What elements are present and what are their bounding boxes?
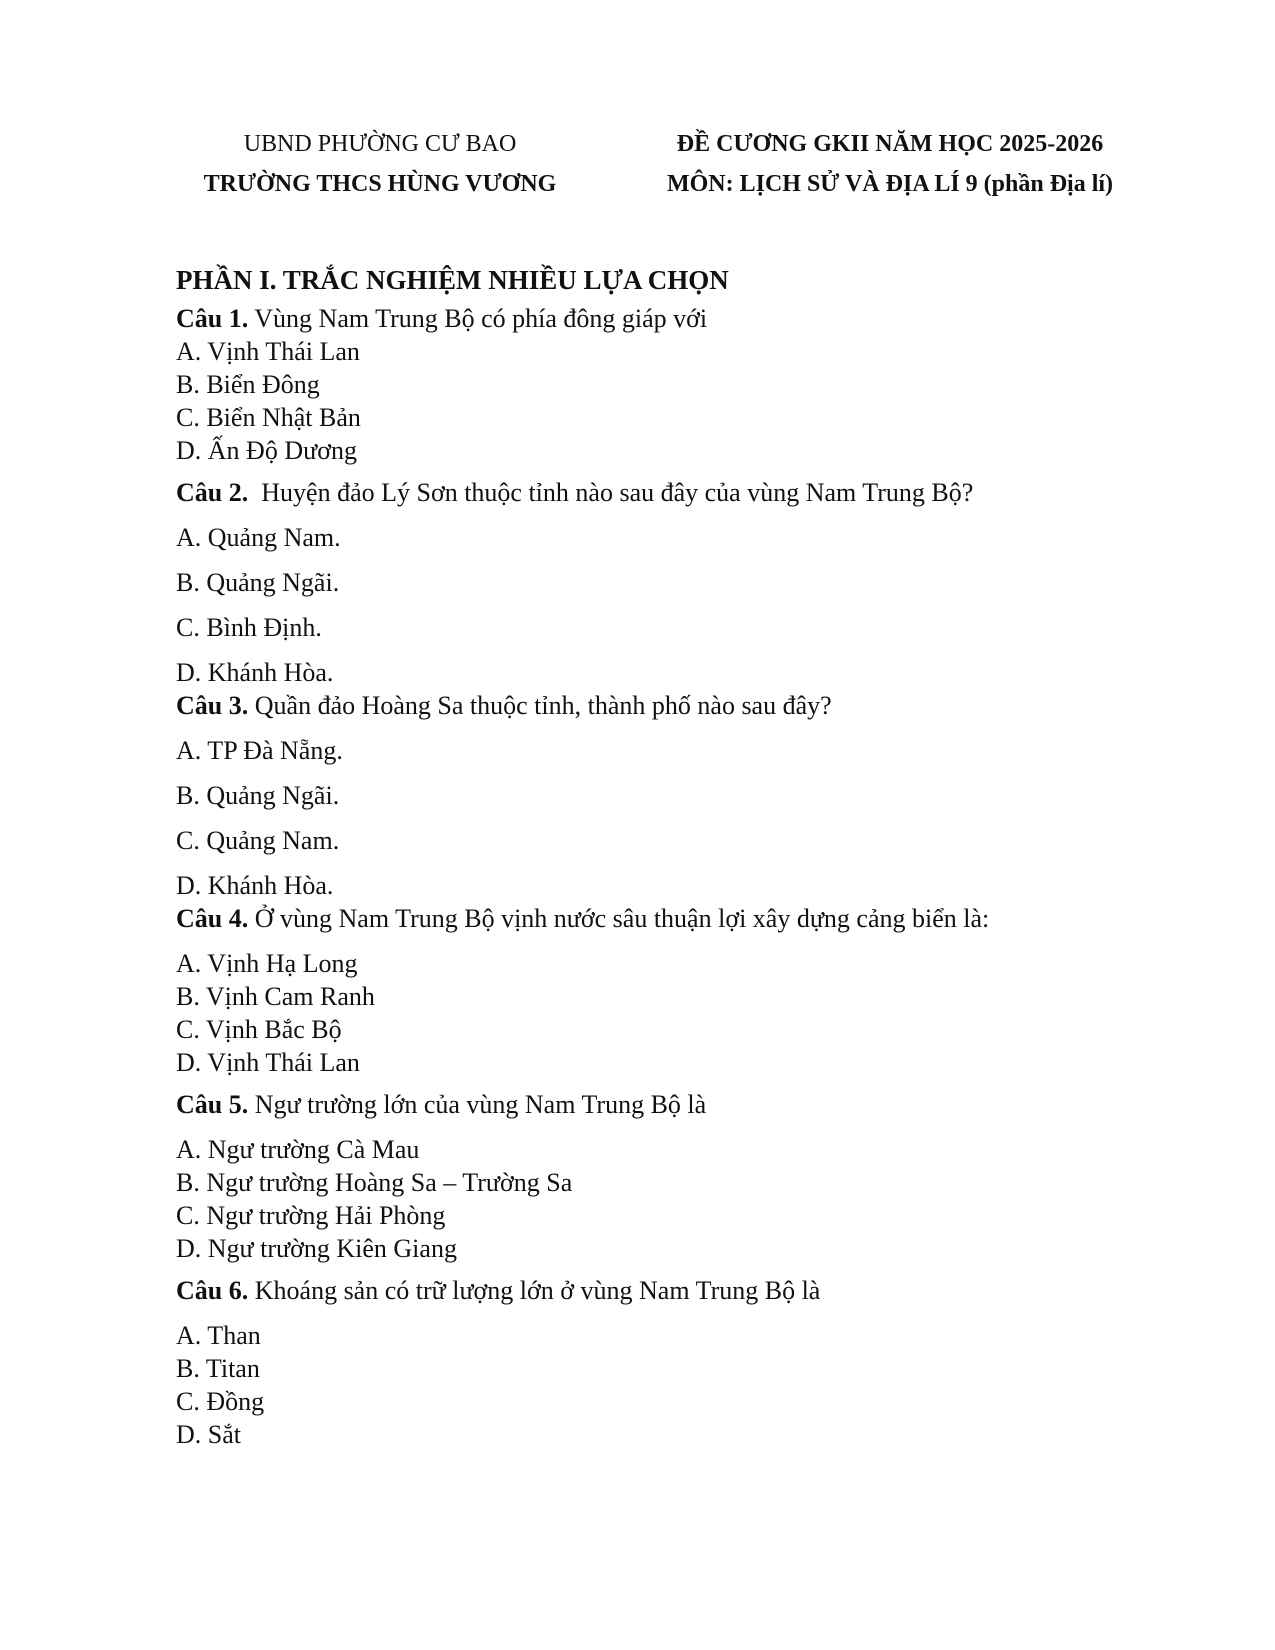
answer-option: D. Sắt bbox=[176, 1420, 241, 1449]
header-left bbox=[170, 124, 590, 204]
question-block bbox=[176, 1088, 1136, 1265]
answer-option: B. Quảng Ngãi. bbox=[176, 568, 340, 597]
answer-option: A. Ngư trường Cà Mau bbox=[176, 1135, 420, 1164]
answer-option: C. Quảng Nam. bbox=[176, 826, 340, 855]
answer-option: B. Biển Đông bbox=[176, 370, 320, 399]
answer-option: C. Ngư trường Hải Phòng bbox=[176, 1201, 446, 1230]
subject-title: MÔN: LỊCH SỬ VÀ ĐỊA LÍ 9 (phần Địa lí) bbox=[666, 171, 1114, 197]
section-title: PHẦN I. TRẮC NGHIỆM NHIỀU LỰA CHỌN bbox=[176, 265, 729, 295]
question-block bbox=[176, 1274, 1136, 1451]
question-line bbox=[176, 1088, 1136, 1121]
question-text: Khoáng sản có trữ lượng lớn ở vùng Nam Trung Bộ là bbox=[248, 1276, 821, 1305]
question-block bbox=[176, 476, 1136, 689]
answer-option: B. Titan bbox=[176, 1354, 260, 1383]
question-label: Câu 4. bbox=[176, 904, 249, 933]
answer-option: A. TP Đà Nẵng. bbox=[176, 736, 343, 765]
answer-option: B. Ngư trường Hoàng Sa – Trường Sa bbox=[176, 1168, 573, 1197]
answer-option: D. Ấn Độ Dương bbox=[176, 436, 357, 465]
question-line bbox=[176, 302, 1136, 335]
answer-option: B. Quảng Ngãi. bbox=[176, 781, 340, 810]
question-label: Câu 3. bbox=[176, 691, 249, 720]
answer-option: A. Than bbox=[176, 1321, 261, 1350]
question-text: Quần đảo Hoàng Sa thuộc tỉnh, thành phố nào sau đây? bbox=[248, 691, 832, 720]
question-block bbox=[176, 689, 1136, 902]
question-line bbox=[176, 689, 1136, 722]
answer-option: D. Ngư trường Kiên Giang bbox=[176, 1234, 457, 1263]
question-block bbox=[176, 302, 1136, 467]
answer-option: D. Vịnh Thái Lan bbox=[176, 1048, 360, 1077]
question-text: Ở vùng Nam Trung Bộ vịnh nước sâu thuận lợi xây dựng cảng biển là: bbox=[248, 904, 990, 933]
document-title: ĐỀ CƯƠNG GKII NĂM HỌC 2025-2026 bbox=[676, 131, 1104, 157]
answer-option: A. Vịnh Thái Lan bbox=[176, 337, 360, 366]
question-line bbox=[176, 902, 1136, 935]
question-label: Câu 6. bbox=[176, 1276, 249, 1305]
question-label: Câu 5. bbox=[176, 1090, 249, 1119]
question-line bbox=[176, 476, 1136, 509]
ward-name: UBND PHƯỜNG CƯ BAO bbox=[243, 131, 517, 157]
document-body bbox=[176, 258, 1136, 1451]
answer-option: B. Vịnh Cam Ranh bbox=[176, 982, 375, 1011]
answer-option: C. Vịnh Bắc Bộ bbox=[176, 1015, 342, 1044]
question-label: Câu 1. bbox=[176, 304, 249, 333]
answer-option: D. Khánh Hòa. bbox=[176, 871, 334, 900]
answer-option: C. Biển Nhật Bản bbox=[176, 403, 361, 432]
answer-option: C. Đồng bbox=[176, 1387, 265, 1416]
question-line bbox=[176, 1274, 1136, 1307]
answer-option: A. Quảng Nam. bbox=[176, 523, 341, 552]
question-block bbox=[176, 902, 1136, 1079]
answer-option: A. Vịnh Hạ Long bbox=[176, 949, 358, 978]
question-text: Vùng Nam Trung Bộ có phía đông giáp với bbox=[248, 304, 708, 333]
question-text: Ngư trường lớn của vùng Nam Trung Bộ là bbox=[248, 1090, 707, 1119]
school-name: TRƯỜNG THCS HÙNG VƯƠNG bbox=[203, 171, 557, 197]
question-text: Huyện đảo Lý Sơn thuộc tỉnh nào sau đây của vùng Nam Trung Bộ? bbox=[248, 478, 974, 507]
header-right bbox=[640, 124, 1140, 204]
question-label: Câu 2. bbox=[176, 478, 249, 507]
answer-option: D. Khánh Hòa. bbox=[176, 658, 334, 687]
answer-option: C. Bình Định. bbox=[176, 613, 322, 642]
